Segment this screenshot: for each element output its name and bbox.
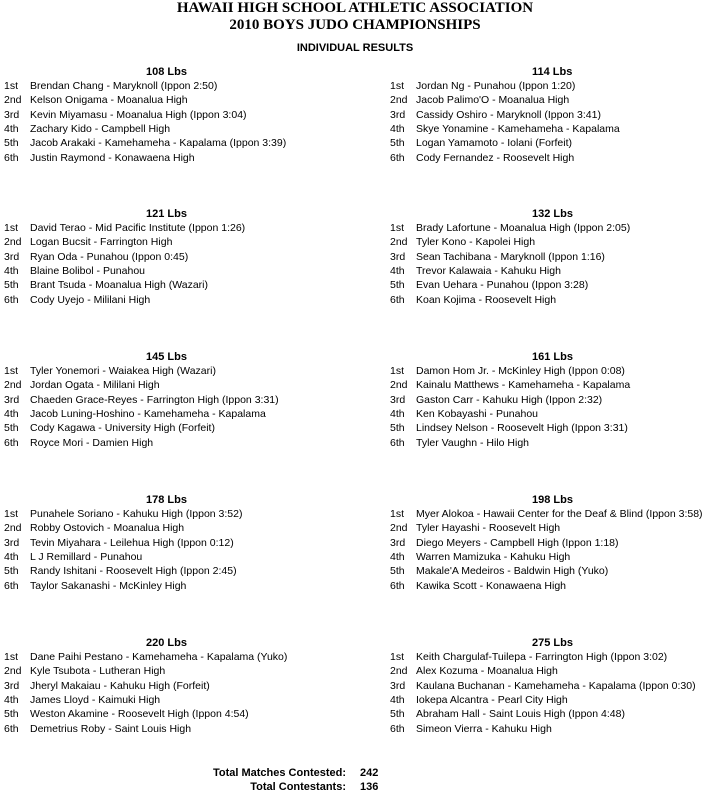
result-row (4, 364, 374, 378)
weight-class-block (4, 65, 374, 167)
placement-rank: 4th (390, 407, 405, 420)
competitor-result: Kyle Tsubota - Lutheran High (30, 665, 166, 678)
placement-rank: 6th (4, 151, 19, 164)
competitor-result: Kaulana Buchanan - Kamehameha - Kapalama (Ippon 0:30) (416, 679, 696, 692)
placement-rank: 5th (390, 137, 405, 150)
competitor-result: Logan Yamamoto - Iolani (Forfeit) (416, 137, 573, 150)
placement-rank: 1st (4, 365, 19, 377)
competitor-result: Diego Meyers - Campbell High (Ippon 1:18) (416, 536, 619, 549)
placement-rank: 2nd (390, 236, 408, 249)
competitor-result: Tyler Kono - Kapolei High (416, 236, 536, 249)
placement-rank: 6th (4, 722, 19, 735)
result-row (4, 679, 374, 693)
competitor-result: Ryan Oda - Punahou (Ippon 0:45) (30, 250, 189, 263)
placement-rank: 2nd (4, 379, 22, 392)
competitor-result: Keith Chargulaf-Tuilepa - Farrington High (Ippon 3:02) (416, 651, 668, 663)
competitor-result: Abraham Hall - Saint Louis High (Ippon 4:48) (416, 708, 625, 721)
weight-class-title: 114 Lbs (532, 66, 573, 78)
total-contestants-label: Total Contestants: (250, 781, 346, 793)
result-row (390, 407, 706, 421)
result-row (4, 108, 374, 122)
result-row (390, 136, 706, 150)
competitor-result: Jordan Ogata - Mililani High (30, 379, 160, 392)
competitor-result: Jacob Arakaki - Kamehameha - Kapalama (Ippon 3:39) (30, 137, 287, 150)
result-row (4, 507, 374, 521)
competitor-result: James Lloyd - Kaimuki High (30, 693, 161, 706)
placement-rank: 1st (390, 365, 405, 377)
weight-class-title: 220 Lbs (146, 637, 187, 649)
placement-rank: 4th (4, 407, 19, 420)
result-row (390, 122, 706, 136)
competitor-result: Sean Tachibana - Maryknoll (Ippon 1:16) (416, 250, 605, 263)
competitor-result: Brendan Chang - Maryknoll (Ippon 2:50) (30, 80, 218, 92)
weight-class-title: 145 Lbs (146, 351, 187, 363)
total-matches-label: Total Matches Contested: (212, 767, 346, 779)
placement-rank: 1st (4, 80, 19, 92)
result-row (4, 693, 374, 707)
placement-rank: 1st (390, 222, 405, 234)
result-row (390, 536, 706, 550)
placement-rank: 5th (4, 137, 19, 150)
weight-class-title: 161 Lbs (532, 351, 573, 363)
weight-class-block (4, 493, 374, 595)
total-contestants-line (150, 780, 346, 794)
championship-title: 2010 BOYS JUDO CHAMPIONSHIPS (229, 17, 481, 33)
placement-rank: 5th (4, 565, 19, 578)
competitor-result: Punahele Soriano - Kahuku High (Ippon 3:52) (30, 508, 243, 520)
result-row (390, 507, 706, 521)
result-row (4, 650, 374, 664)
association-title: HAWAII HIGH SCHOOL ATHLETIC ASSOCIATION (176, 0, 534, 16)
result-row (390, 93, 706, 107)
weight-class-title: 108 Lbs (146, 66, 187, 78)
placement-rank: 3rd (390, 250, 406, 263)
result-row (4, 136, 374, 150)
competitor-result: Justin Raymond - Konawaena High (30, 151, 195, 164)
result-row (390, 293, 706, 307)
result-row (4, 293, 374, 307)
placement-rank: 1st (4, 508, 19, 520)
placement-rank: 6th (390, 722, 405, 735)
result-row (390, 436, 706, 450)
competitor-result: Taylor Sakanashi - McKinley High (30, 579, 187, 592)
result-row (4, 436, 374, 450)
weight-class-block (390, 207, 706, 309)
result-row (390, 693, 706, 707)
placement-rank: 2nd (390, 94, 408, 107)
placement-rank: 2nd (390, 665, 408, 678)
placement-rank: 2nd (4, 94, 22, 107)
competitor-result: Tyler Hayashi - Roosevelt High (416, 522, 561, 535)
weight-class-block (4, 207, 374, 309)
placement-rank: 3rd (390, 679, 406, 692)
competitor-result: Dane Paihi Pestano - Kamehameha - Kapalama (Yuko) (30, 651, 288, 663)
competitor-result: Tevin Miyahara - Leilehua High (Ippon 0:12) (30, 536, 234, 549)
placement-rank: 6th (390, 436, 405, 449)
competitor-result: Warren Mamizuka - Kahuku High (416, 550, 571, 563)
result-row (4, 250, 374, 264)
result-row (4, 393, 374, 407)
placement-rank: 1st (4, 651, 19, 663)
result-row (390, 378, 706, 392)
result-row (4, 93, 374, 107)
placement-rank: 6th (4, 436, 19, 449)
placement-rank: 3rd (4, 250, 20, 263)
result-row (390, 151, 706, 165)
competitor-result: Alex Kozuma - Moanalua High (416, 665, 558, 678)
competitor-result: Lindsey Nelson - Roosevelt High (Ippon 3:31) (416, 422, 628, 435)
competitor-result: Chaeden Grace-Reyes - Farrington High (Ippon 3:31) (30, 393, 279, 406)
competitor-result: Jacob Palimo'O - Moanalua High (416, 94, 570, 107)
result-row (390, 564, 706, 578)
result-row (4, 564, 374, 578)
weight-class-block (4, 636, 374, 738)
result-row (390, 722, 706, 736)
competitor-result: Cody Uyejo - Mililani High (30, 293, 151, 306)
weight-class-block (4, 350, 374, 452)
competitor-result: Cody Kagawa - University High (Forfeit) (30, 422, 215, 435)
competitor-result: Damon Hom Jr. - McKinley High (Ippon 0:08) (416, 365, 625, 377)
result-row (390, 221, 706, 235)
result-row (4, 221, 374, 235)
placement-rank: 4th (390, 693, 405, 706)
placement-rank: 4th (4, 693, 19, 706)
weight-class-block (390, 65, 706, 167)
placement-rank: 1st (390, 651, 405, 663)
weight-class-title: 198 Lbs (532, 494, 573, 506)
result-row (4, 235, 374, 249)
competitor-result: Zachary Kido - Campbell High (30, 122, 171, 135)
placement-rank: 5th (4, 422, 19, 435)
result-row (390, 393, 706, 407)
weight-class-title: 132 Lbs (532, 208, 573, 220)
result-row (4, 122, 374, 136)
placement-rank: 6th (390, 151, 405, 164)
placement-rank: 2nd (4, 236, 22, 249)
placement-rank: 2nd (390, 379, 408, 392)
result-row (4, 421, 374, 435)
competitor-result: Jordan Ng - Punahou (Ippon 1:20) (416, 80, 576, 92)
placement-rank: 3rd (390, 536, 406, 549)
competitor-result: Tyler Yonemori - Waiakea High (Wazari) (30, 365, 216, 377)
placement-rank: 5th (390, 422, 405, 435)
competitor-result: Randy Ishitani - Roosevelt High (Ippon 2:45) (30, 565, 237, 578)
competitor-result: Evan Uehara - Punahou (Ippon 3:28) (416, 279, 589, 292)
total-matches-value: 242 (360, 767, 379, 779)
competitor-result: Ken Kobayashi - Punahou (416, 407, 539, 420)
result-row (390, 421, 706, 435)
placement-rank: 5th (390, 279, 405, 292)
competitor-result: David Terao - Mid Pacific Institute (Ippon 1:26) (30, 222, 246, 234)
result-row (390, 79, 706, 93)
placement-rank: 4th (390, 550, 405, 563)
placement-rank: 6th (390, 579, 405, 592)
placement-rank: 2nd (390, 522, 408, 535)
competitor-result: Jacob Luning-Hoshino - Kamehameha - Kapalama (30, 407, 266, 420)
results-subtitle: INDIVIDUAL RESULTS (296, 42, 414, 54)
competitor-result: Kevin Miyamasu - Moanalua High (Ippon 3:04) (30, 108, 247, 121)
result-row (4, 664, 374, 678)
result-row (390, 108, 706, 122)
result-row (390, 250, 706, 264)
result-row (390, 264, 706, 278)
competitor-result: Cassidy Oshiro - Maryknoll (Ippon 3:41) (416, 108, 601, 121)
result-row (390, 579, 706, 593)
competitor-result: Demetrius Roby - Saint Louis High (30, 722, 192, 735)
placement-rank: 4th (4, 550, 19, 563)
placement-rank: 4th (390, 264, 405, 277)
result-row (4, 550, 374, 564)
placement-rank: 4th (4, 264, 19, 277)
result-row (390, 235, 706, 249)
competitor-result: Cody Fernandez - Roosevelt High (416, 151, 575, 164)
competitor-result: Kelson Onigama - Moanalua High (30, 94, 188, 107)
result-row (4, 264, 374, 278)
placement-rank: 3rd (4, 393, 20, 406)
placement-rank: 5th (390, 708, 405, 721)
result-row (390, 550, 706, 564)
competitor-result: Trevor Kalawaia - Kahuku High (416, 264, 561, 277)
placement-rank: 6th (4, 579, 19, 592)
placement-rank: 3rd (390, 393, 406, 406)
placement-rank: 2nd (4, 665, 22, 678)
result-row (390, 664, 706, 678)
result-row (4, 378, 374, 392)
weight-class-block (390, 636, 706, 738)
result-row (4, 579, 374, 593)
competitor-result: Weston Akamine - Roosevelt High (Ippon 4:54) (30, 708, 249, 721)
competitor-result: Myer Alokoa - Hawaii Center for the Deaf & Blind (Ippon 3:58) (416, 508, 703, 520)
competitor-result: Logan Bucsit - Farrington High (30, 236, 173, 249)
placement-rank: 3rd (4, 108, 20, 121)
placement-rank: 4th (4, 122, 19, 135)
competitor-result: Jheryl Makaiau - Kahuku High (Forfeit) (30, 679, 210, 692)
competitor-result: Blaine Bolibol - Punahou (30, 264, 145, 277)
weight-class-title: 275 Lbs (532, 637, 573, 649)
placement-rank: 3rd (4, 679, 20, 692)
competitor-result: Simeon Vierra - Kahuku High (416, 722, 552, 735)
placement-rank: 3rd (390, 108, 406, 121)
competitor-result: Iokepa Alcantra - Pearl City High (416, 693, 568, 706)
result-row (390, 521, 706, 535)
competitor-result: Brady Lafortune - Moanalua High (Ippon 2:05) (416, 222, 631, 234)
result-row (390, 278, 706, 292)
total-contestants-value: 136 (360, 781, 379, 793)
placement-rank: 6th (390, 293, 405, 306)
competitor-result: Kawika Scott - Konawaena High (416, 579, 566, 592)
result-row (4, 407, 374, 421)
competitor-result: Makale'A Medeiros - Baldwin High (Yuko) (416, 565, 609, 578)
result-row (4, 79, 374, 93)
placement-rank: 3rd (4, 536, 20, 549)
competitor-result: Gaston Carr - Kahuku High (Ippon 2:32) (416, 393, 603, 406)
weight-class-block (390, 493, 706, 595)
competitor-result: Kainalu Matthews - Kamehameha - Kapalama (416, 379, 631, 392)
placement-rank: 5th (4, 279, 19, 292)
competitor-result: Royce Mori - Damien High (30, 436, 154, 449)
placement-rank: 1st (4, 222, 19, 234)
competitor-result: Skye Yonamine - Kamehameha - Kapalama (416, 122, 620, 135)
result-row (390, 650, 706, 664)
result-row (4, 278, 374, 292)
weight-class-title: 178 Lbs (146, 494, 187, 506)
placement-rank: 4th (390, 122, 405, 135)
competitor-result: Tyler Vaughn - Hilo High (416, 436, 530, 449)
competitor-result: Koan Kojima - Roosevelt High (416, 293, 557, 306)
placement-rank: 6th (4, 293, 19, 306)
competitor-result: Brant Tsuda - Moanalua High (Wazari) (30, 279, 208, 292)
result-row (390, 707, 706, 721)
placement-rank: 1st (390, 508, 405, 520)
placement-rank: 5th (390, 565, 405, 578)
competitor-result: Robby Ostovich - Moanalua High (30, 522, 185, 535)
placement-rank: 1st (390, 80, 405, 92)
result-row (4, 151, 374, 165)
result-row (4, 722, 374, 736)
result-row (4, 521, 374, 535)
weight-class-title: 121 Lbs (146, 208, 187, 220)
total-matches-line (150, 766, 346, 780)
result-row (4, 707, 374, 721)
result-row (390, 364, 706, 378)
result-row (390, 679, 706, 693)
placement-rank: 5th (4, 708, 19, 721)
result-row (4, 536, 374, 550)
weight-class-block (390, 350, 706, 452)
placement-rank: 2nd (4, 522, 22, 535)
competitor-result: L J Remillard - Punahou (30, 550, 143, 563)
